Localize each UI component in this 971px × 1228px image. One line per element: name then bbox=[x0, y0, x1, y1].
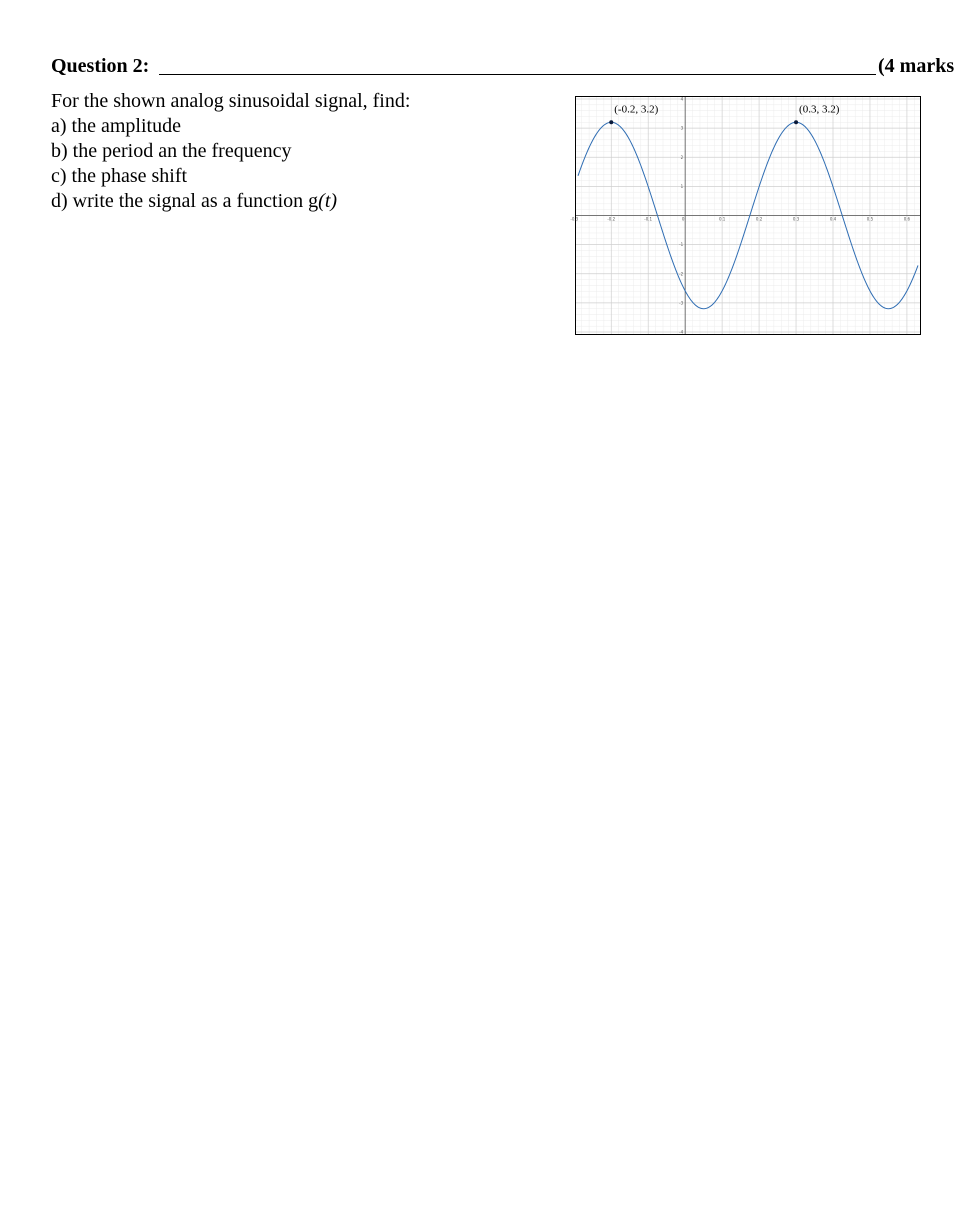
x-tick-label: 0.6 bbox=[903, 216, 911, 222]
chart-svg bbox=[570, 96, 920, 335]
y-tick-label: 3 bbox=[680, 125, 684, 131]
question-item-d bbox=[51, 189, 511, 214]
question-item-d-text: d) write the signal as a function g bbox=[51, 190, 319, 212]
y-tick-label: 4 bbox=[680, 96, 684, 102]
y-tick-label: 2 bbox=[680, 154, 684, 160]
x-tick-label: -0.2 bbox=[607, 216, 616, 222]
peak-point-marker bbox=[609, 120, 613, 124]
question-header bbox=[51, 54, 971, 78]
header-underline-rule bbox=[159, 74, 876, 75]
y-tick-label: -4 bbox=[679, 329, 684, 335]
question-title: Question 2: bbox=[51, 55, 150, 77]
question-item-b: b) the period an the frequency bbox=[51, 140, 292, 162]
x-tick-label: 0.2 bbox=[755, 216, 763, 222]
function-argument: (t) bbox=[318, 190, 338, 212]
x-tick-label: -0.1 bbox=[644, 216, 653, 222]
x-tick-label: -0.3 bbox=[570, 216, 579, 222]
y-tick-label: -3 bbox=[679, 300, 684, 306]
sinusoid-chart bbox=[570, 96, 921, 335]
annotated-points bbox=[609, 103, 839, 124]
x-tick-label: 0.5 bbox=[866, 216, 874, 222]
y-tick-label: 1 bbox=[680, 183, 684, 189]
question-intro: For the shown analog sinusoidal signal, find: bbox=[51, 90, 411, 112]
question-body bbox=[51, 89, 511, 214]
question-item-c: c) the phase shift bbox=[51, 165, 188, 187]
peak-point-label: (-0.2, 3.2) bbox=[614, 103, 659, 116]
x-tick-label: 0.4 bbox=[829, 216, 837, 222]
x-tick-label: 0.3 bbox=[792, 216, 800, 222]
y-tick-label: -2 bbox=[679, 271, 684, 277]
marks-label: (4 marks bbox=[878, 55, 955, 77]
x-tick-label: 0.1 bbox=[718, 216, 726, 222]
peak-point-marker bbox=[794, 120, 798, 124]
x-tick-label: 0 bbox=[681, 216, 685, 222]
y-tick-label: -1 bbox=[679, 242, 684, 248]
question-item-a: a) the amplitude bbox=[51, 115, 181, 137]
chart-axes bbox=[576, 97, 920, 334]
peak-point-label: (0.3, 3.2) bbox=[799, 103, 840, 116]
